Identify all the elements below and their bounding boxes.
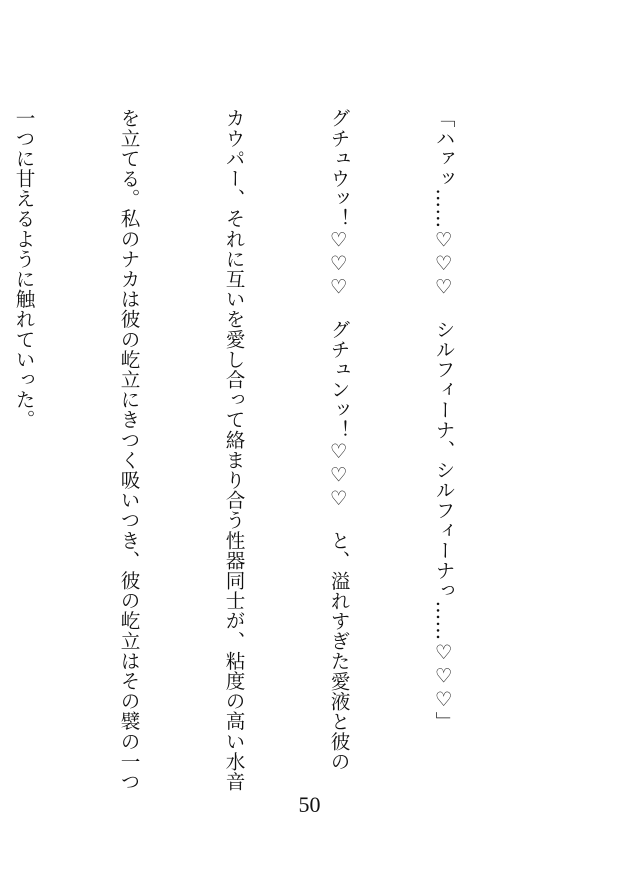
text-line: を立てる。私のナカは彼の屹立にきつく吸いつき、彼の屹立はその襞の一つ <box>117 108 140 792</box>
page-number: 50 <box>298 792 321 817</box>
text-line: 一つに甘えるように触れていった。 <box>12 108 35 430</box>
text-line: 「ハァッ……♡♡♡ シルフィーナ、シルフィーナっ……♡♡♡」 <box>432 108 455 732</box>
text-line: カウパー、それに互いを愛し合って絡まり合う性器同士が、粘度の高い水音 <box>222 108 245 792</box>
vertical-text-body <box>0 108 531 798</box>
text-line: グチュウッ！♡♡♡ グチュンッ！♡♡♡ と、溢れすぎた愛液と彼の <box>327 108 350 772</box>
